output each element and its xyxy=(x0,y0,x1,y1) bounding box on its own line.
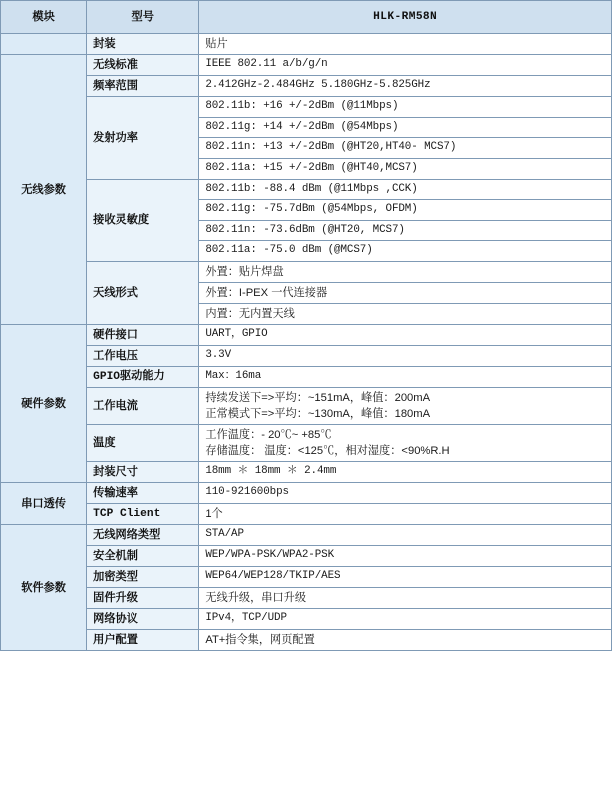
table-row xyxy=(1,346,612,367)
value-cell: IEEE 802.11 a/b/g/n xyxy=(199,55,612,76)
value-cell: 802.11a: +15 +/-2dBm (@HT40,MCS7) xyxy=(199,158,612,179)
module-cell xyxy=(1,34,87,55)
module-cell-wireless: 无线参数 xyxy=(1,55,87,325)
value-cell: WEP64/WEP128/TKIP/AES xyxy=(199,567,612,588)
value-cell: WEP/WPA-PSK/WPA2-PSK xyxy=(199,546,612,567)
item-cell: 无线网络类型 xyxy=(87,525,199,546)
item-cell: 温度 xyxy=(87,425,199,462)
table-row xyxy=(1,388,612,425)
value-cell: STA/AP xyxy=(199,525,612,546)
table-row xyxy=(1,262,612,283)
value-cell: Max：16ma xyxy=(199,367,612,388)
table-row xyxy=(1,367,612,388)
table-row xyxy=(1,97,612,118)
item-cell: 传输速率 xyxy=(87,483,199,504)
item-cell: 封装尺寸 xyxy=(87,462,199,483)
table-row xyxy=(1,504,612,525)
value-cell: 外置：I-PEX 一代连接器 xyxy=(199,283,612,304)
item-cell: 频率范围 xyxy=(87,76,199,97)
item-cell: TCP Client xyxy=(87,504,199,525)
item-cell-antenna: 天线形式 xyxy=(87,262,199,325)
module-cell-software: 软件参数 xyxy=(1,525,87,651)
item-cell: 硬件接口 xyxy=(87,325,199,346)
item-cell: 网络协议 xyxy=(87,609,199,630)
table-row xyxy=(1,567,612,588)
value-cell: 贴片 xyxy=(199,34,612,55)
value-cell: UART，GPIO xyxy=(199,325,612,346)
table-row xyxy=(1,525,612,546)
table-row xyxy=(1,609,612,630)
value-cell: 1个 xyxy=(199,504,612,525)
item-cell: 固件升级 xyxy=(87,588,199,609)
table-row xyxy=(1,76,612,97)
item-cell-rx-sensitivity: 接收灵敏度 xyxy=(87,179,199,262)
table-row xyxy=(1,325,612,346)
item-cell: 安全机制 xyxy=(87,546,199,567)
value-cell: 110-921600bps xyxy=(199,483,612,504)
value-cell: AT+指令集，网页配置 xyxy=(199,630,612,651)
item-cell: GPIO驱动能力 xyxy=(87,367,199,388)
item-cell: 工作电流 xyxy=(87,388,199,425)
value-cell: 802.11n: +13 +/-2dBm (@HT20,HT40- MCS7) xyxy=(199,138,612,159)
value-cell: IPv4，TCP/UDP xyxy=(199,609,612,630)
value-line: 持续发送下=>平均：~151mA，峰值：200mA xyxy=(205,392,431,404)
item-cell: 工作电压 xyxy=(87,346,199,367)
value-cell: 802.11n: -73.6dBm (@HT20, MCS7) xyxy=(199,220,612,241)
value-line: 存储温度： 温度：<125℃，相对湿度：<90%R.H xyxy=(205,445,450,457)
value-cell: 802.11g: -75.7dBm (@54Mbps, OFDM) xyxy=(199,200,612,221)
module-cell-hardware: 硬件参数 xyxy=(1,325,87,483)
item-cell: 用户配置 xyxy=(87,630,199,651)
table-header-row xyxy=(1,1,612,34)
table-row xyxy=(1,483,612,504)
header-module: 模块 xyxy=(1,1,87,34)
value-cell: 18mm ＊ 18mm ＊ 2.4mm xyxy=(199,462,612,483)
table-row xyxy=(1,179,612,200)
value-cell-temperature xyxy=(199,425,612,462)
item-cell: 无线标准 xyxy=(87,55,199,76)
table-row xyxy=(1,462,612,483)
value-cell: 802.11g: +14 +/-2dBm (@54Mbps) xyxy=(199,117,612,138)
value-cell: 外置：贴片焊盘 xyxy=(199,262,612,283)
value-cell: 2.412GHz-2.484GHz 5.180GHz-5.825GHz xyxy=(199,76,612,97)
value-cell-current xyxy=(199,388,612,425)
table-row xyxy=(1,55,612,76)
value-line: 正常模式下=>平均：~130mA，峰值：180mA xyxy=(205,408,431,420)
value-cell: 802.11b: -88.4 dBm (@11Mbps ,CCK) xyxy=(199,179,612,200)
table-row xyxy=(1,588,612,609)
table-row xyxy=(1,425,612,462)
table-row xyxy=(1,34,612,55)
value-cell: 802.11b: +16 +/-2dBm (@11Mbps) xyxy=(199,97,612,118)
header-model: HLK-RM58N xyxy=(199,1,612,34)
value-line: 工作温度：- 20℃~ +85℃ xyxy=(205,429,332,441)
item-cell-tx-power: 发射功率 xyxy=(87,97,199,180)
module-cell-uart: 串口透传 xyxy=(1,483,87,525)
table-row xyxy=(1,630,612,651)
table-body xyxy=(1,1,612,651)
value-cell: 802.11a: -75.0 dBm (@MCS7) xyxy=(199,241,612,262)
table-row xyxy=(1,546,612,567)
value-cell: 无线升级，串口升级 xyxy=(199,588,612,609)
value-cell: 3.3V xyxy=(199,346,612,367)
item-cell: 加密类型 xyxy=(87,567,199,588)
header-item: 型号 xyxy=(87,1,199,34)
item-cell: 封装 xyxy=(87,34,199,55)
value-cell: 内置：无内置天线 xyxy=(199,304,612,325)
